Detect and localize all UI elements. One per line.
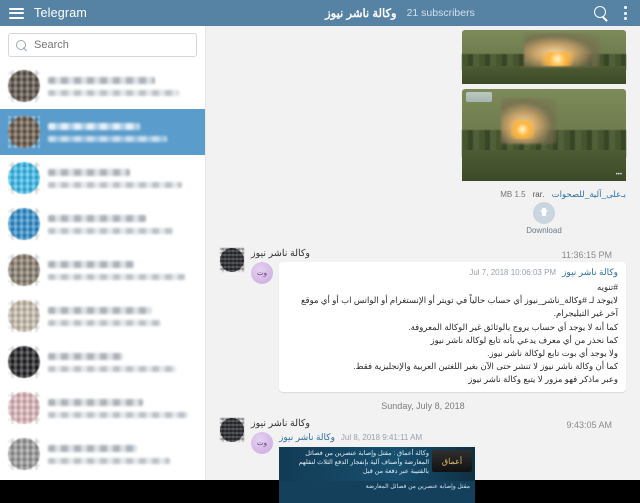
- watermark-logo: [466, 92, 492, 102]
- download-control[interactable]: [462, 202, 626, 235]
- photo-ground: [462, 150, 626, 181]
- photo-attachment[interactable]: [462, 30, 626, 84]
- redacted-title: [48, 445, 137, 452]
- main-body: [0, 26, 640, 491]
- message-list: [206, 26, 640, 503]
- list-item-text: [48, 399, 197, 418]
- message-line: كما أن وكالة ناشر نيوز لا تنشر حتى الآن بغير اللغتين العربية والإنجليزية فقط.: [353, 361, 618, 372]
- avatar: [8, 116, 40, 148]
- hamburger-icon[interactable]: [9, 8, 24, 19]
- redacted-title: [48, 77, 155, 84]
- redacted-preview: [48, 182, 182, 188]
- avatar: [8, 70, 40, 102]
- message-item: [220, 248, 626, 392]
- avatar: [8, 162, 40, 194]
- download-label[interactable]: Download: [526, 226, 562, 235]
- channel-subscribers: 21 subscribers: [406, 7, 475, 19]
- message-timestamp: 11:36:15 PM: [561, 250, 612, 260]
- list-item[interactable]: [0, 431, 205, 477]
- media-message-group[interactable]: [220, 30, 626, 241]
- avatar: [8, 300, 40, 332]
- news-card-lower-third: [279, 481, 475, 503]
- redacted-title: [48, 169, 130, 176]
- message-line: لايوجد لـ #وكالة_ناشر_نيوز أي حساب حالياً في تويتر أو الإنستغرام أو الواتس اب أو أي موقع آخر غير التيليجرام.: [301, 295, 618, 319]
- list-item-text: [48, 169, 197, 188]
- list-item[interactable]: [0, 155, 205, 201]
- message-bubble[interactable]: [279, 262, 626, 392]
- avatar[interactable]: وت: [251, 432, 273, 454]
- top-bar-left: [0, 6, 206, 20]
- message-item: [220, 418, 626, 503]
- avatar: [8, 254, 40, 286]
- top-bar-actions: [594, 6, 640, 20]
- forwarded-bubble-row: [251, 432, 626, 503]
- file-extension: .rar: [532, 190, 545, 199]
- message-body: [251, 418, 626, 503]
- list-item-text: [48, 353, 197, 372]
- download-arrow-icon[interactable]: [533, 202, 555, 224]
- photo-timestamp: •••: [615, 172, 622, 178]
- sender-name: وكالة ناشر نيوز: [251, 418, 311, 430]
- brand-badge: أعماق: [432, 450, 472, 472]
- message-timestamp: 9:43:05 AM: [566, 420, 612, 431]
- redacted-preview: [48, 458, 170, 464]
- redacted-title: [48, 261, 134, 268]
- redacted-preview: [48, 366, 176, 372]
- message-bubble[interactable]: [279, 432, 475, 503]
- app-title: Telegram: [34, 6, 88, 20]
- redacted-preview: [48, 136, 167, 142]
- news-headline: وكالة أعماق : مقتل وإصابة عنصرين من فصائل المعارضة وأصناف آلية بإنفجار الدفع الثلاث لنقلهم بالقتيبة عبر دفعة من قبل: [298, 450, 429, 475]
- news-card-attachment[interactable]: [279, 447, 475, 503]
- chat-list[interactable]: [0, 63, 205, 480]
- avatar[interactable]: [220, 418, 244, 442]
- forward-header: [287, 267, 618, 278]
- forward-date: Jul 8, 2018 9:41:11 AM: [340, 433, 423, 443]
- message-header: [220, 418, 626, 503]
- more-vertical-icon[interactable]: [624, 6, 627, 20]
- list-item-text: [48, 261, 197, 280]
- chat-list-sidebar: [0, 26, 206, 480]
- redacted-preview: [48, 320, 161, 326]
- list-item[interactable]: [0, 201, 205, 247]
- avatar[interactable]: [220, 248, 244, 272]
- list-item-text: [48, 445, 197, 464]
- message-body: [251, 248, 626, 392]
- avatar: [8, 438, 40, 470]
- channel-header[interactable]: [206, 6, 594, 20]
- redacted-title: [48, 307, 152, 314]
- search-input[interactable]: [34, 39, 189, 51]
- file-attachment-row[interactable]: [462, 189, 626, 200]
- file-size: 1.5 MB: [500, 190, 526, 199]
- list-item[interactable]: [0, 247, 205, 293]
- redacted-title: [48, 399, 143, 406]
- list-item-text: [48, 215, 197, 234]
- avatar: [8, 346, 40, 378]
- photo-attachment[interactable]: [462, 89, 626, 181]
- message-line: #تنويه: [597, 282, 618, 292]
- redacted-title: [48, 353, 123, 360]
- search-container: [0, 26, 205, 63]
- redacted-preview: [48, 228, 173, 234]
- channel-title: وكالة ناشر نيوز: [325, 8, 397, 20]
- list-item[interactable]: [0, 63, 205, 109]
- forward-header: [279, 432, 475, 443]
- avatar[interactable]: وت: [251, 262, 273, 284]
- photo-explosion: [541, 52, 574, 66]
- redacted-title: [48, 123, 140, 130]
- news-lower-text: مقتل وإصابة عنصرين من فصائل المعارضة: [365, 484, 470, 491]
- avatar: [8, 392, 40, 424]
- list-item[interactable]: [0, 109, 205, 155]
- message-text: [287, 281, 618, 386]
- forwarded-bubble-row: [251, 262, 626, 392]
- message-line: وعبر ماذكر فهو مزور لا يتبع وكالة ناشر نيوز: [468, 374, 618, 385]
- forward-sender[interactable]: وكالة ناشر نيوز: [562, 267, 618, 277]
- list-item[interactable]: [0, 339, 205, 385]
- redacted-preview: [48, 90, 179, 96]
- redacted-title: [48, 215, 146, 222]
- forward-sender[interactable]: وكالة ناشر نيوز: [279, 432, 335, 443]
- avatar: [8, 208, 40, 240]
- file-name: بـ‌علی_آلیة_للصحوات: [551, 189, 626, 199]
- date-divider: Sunday, July 8, 2018: [381, 401, 465, 412]
- sender-name: وكالة ناشر نيوز: [251, 248, 311, 259]
- search-icon: [16, 40, 27, 51]
- photo-explosion: [511, 120, 534, 138]
- news-card-banner: [279, 447, 475, 481]
- list-item-text: [48, 307, 197, 326]
- message-pane[interactable]: [206, 26, 640, 491]
- message-line: كما أنه لا يوجد أي حساب يروج بالوثائق غير الوكالة المعروفة.: [408, 321, 618, 332]
- redacted-preview: [48, 412, 188, 418]
- message-line: كما نحذر من أي معرف يدعي بأنه تابع لوكالة ناشر نيوز: [430, 334, 618, 345]
- photo-ground: [462, 66, 626, 84]
- message-line: ولا يوجد أي بوت تابع لوكالة ناشر نيوز.: [487, 347, 618, 358]
- top-bar: [0, 0, 640, 26]
- search-box[interactable]: [8, 33, 197, 57]
- redacted-preview: [48, 274, 185, 280]
- list-item-text: [48, 123, 197, 142]
- list-item[interactable]: [0, 385, 205, 431]
- list-item-text: [48, 77, 197, 96]
- search-icon[interactable]: [594, 6, 608, 20]
- forward-date: Jul 7, 2018 10:06:03 PM: [469, 268, 557, 277]
- list-item[interactable]: [0, 293, 205, 339]
- message-header: [220, 248, 626, 392]
